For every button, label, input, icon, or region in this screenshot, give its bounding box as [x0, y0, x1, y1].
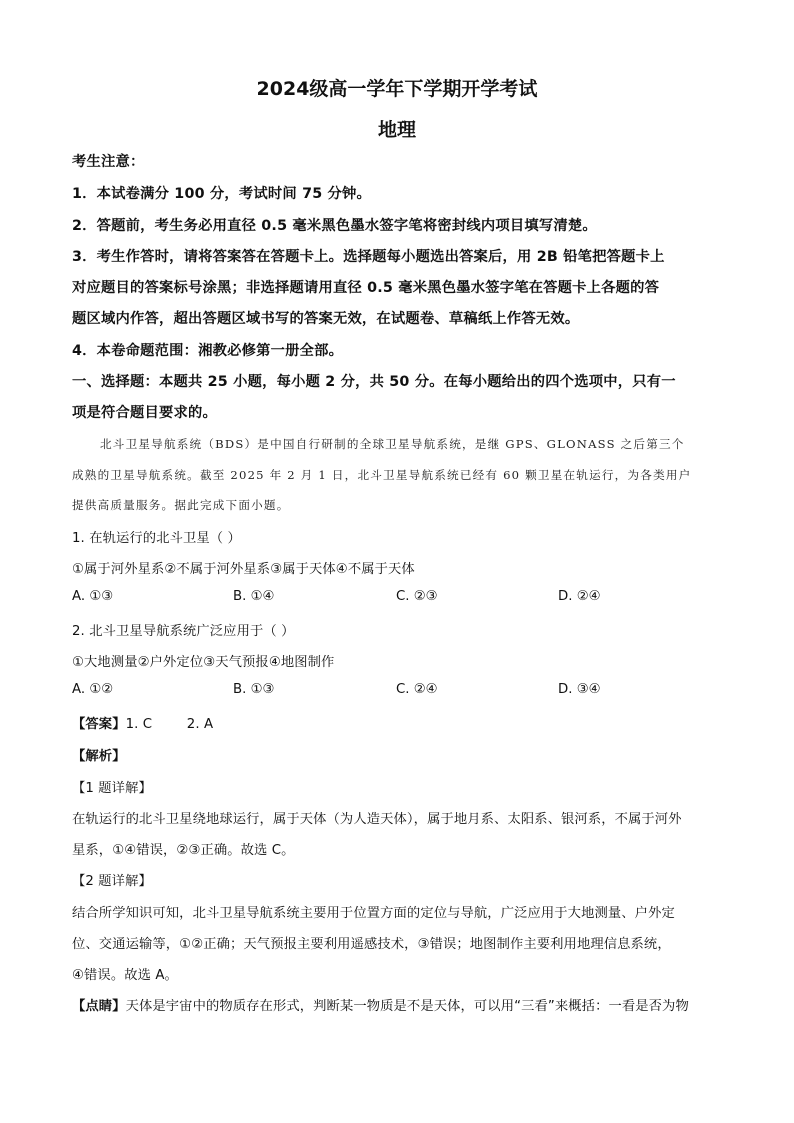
analysis-line: 结合所学知识可知，北斗卫星导航系统主要用于位置方面的定位与导航，广泛应用于大地测量、户外定 — [72, 906, 675, 921]
option-b: B. ①③ — [233, 682, 275, 697]
q2-detail-label: 【2 题详解】 — [72, 874, 152, 889]
notice-item: 4．本卷命题范围：湘教必修第一册全部。 — [72, 343, 344, 359]
subject-title: 地理 — [377, 119, 416, 141]
analysis-label: 【解析】 — [72, 749, 126, 764]
question-stem: 1. 在轨运行的北斗卫星（ ） — [72, 531, 241, 546]
passage-line: 成熟的卫星导航系统。截至 2025 年 2 月 1 日，北斗卫星导航系统已经有 60 颗卫星在轨运行，为各类用户 — [72, 468, 692, 482]
option-a: A. ①③ — [72, 589, 114, 604]
option-c: C. ②③ — [396, 589, 438, 604]
tip-label: 【点睛】 — [72, 999, 126, 1014]
passage-line: 提供高质量服务。据此完成下面小题。 — [72, 498, 290, 512]
option-d: D. ②④ — [558, 589, 601, 604]
tip-text: 天体是宇宙中的物质存在形式，判断某一物质是不是天体，可以用“三看”来概括：一看是否为物 — [125, 999, 689, 1014]
section-heading: 一、选择题：本题共 25 小题，每小题 2 分，共 50 分。在每小题给出的四个选项中，只有一 — [72, 374, 676, 390]
notice-item: 3．考生作答时，请将答案答在答题卡上。选择题每小题选出答案后，用 2B 铅笔把答题卡上 — [72, 249, 665, 265]
option-d: D. ③④ — [558, 682, 601, 697]
notice-item: 题区域内作答，超出答题区域书写的答案无效，在试题卷、草稿纸上作答无效。 — [72, 311, 580, 327]
tip-line — [72, 995, 689, 1014]
question-statements: ①大地测量②户外定位③天气预报④地图制作 — [72, 655, 335, 670]
passage-line: 北斗卫星导航系统（BDS）是中国自行研制的全球卫星导航系统，是继 GPS、GLONASS 之后第三个 — [100, 437, 685, 451]
notice-item: 2．答题前，考生务必用直径 0.5 毫米黑色墨水签字笔将密封线内项目填写清楚。 — [72, 218, 597, 234]
exam-title: 2024级高一学年下学期开学考试 — [256, 78, 538, 100]
option-c: C. ②④ — [396, 682, 438, 697]
notice-item: 1．本试卷满分 100 分，考试时间 75 分钟。 — [72, 186, 372, 202]
notice-heading: 考生注意： — [72, 154, 145, 170]
analysis-line: 在轨运行的北斗卫星绕地球运行，属于天体（为人造天体），属于地月系、太阳系、银河系，不属于河外 — [72, 812, 682, 827]
notice-item: 对应题目的答案标号涂黑；非选择题请用直径 0.5 毫米黑色墨水签字笔在答题卡上各题的答 — [72, 280, 660, 296]
option-a: A. ①② — [72, 682, 114, 697]
answer-line — [72, 713, 213, 732]
answer-text: 1. C 2. A — [125, 717, 214, 732]
section-heading-continued: 项是符合题目要求的。 — [72, 405, 217, 421]
answer-label: 【答案】 — [72, 717, 126, 732]
question-statements: ①属于河外星系②不属于河外星系③属于天体④不属于天体 — [72, 562, 415, 577]
question-stem: 2. 北斗卫星导航系统广泛应用于（ ） — [72, 624, 295, 639]
analysis-line: 星系，①④错误，②③正确。故选 C。 — [72, 843, 295, 858]
option-b: B. ①④ — [233, 589, 275, 604]
analysis-line: ④错误。故选 A。 — [72, 968, 178, 983]
q1-detail-label: 【1 题详解】 — [72, 781, 152, 796]
analysis-line: 位、交通运输等，①②正确；天气预报主要利用遥感技术，③错误；地图制作主要利用地理信息系统， — [72, 937, 671, 952]
